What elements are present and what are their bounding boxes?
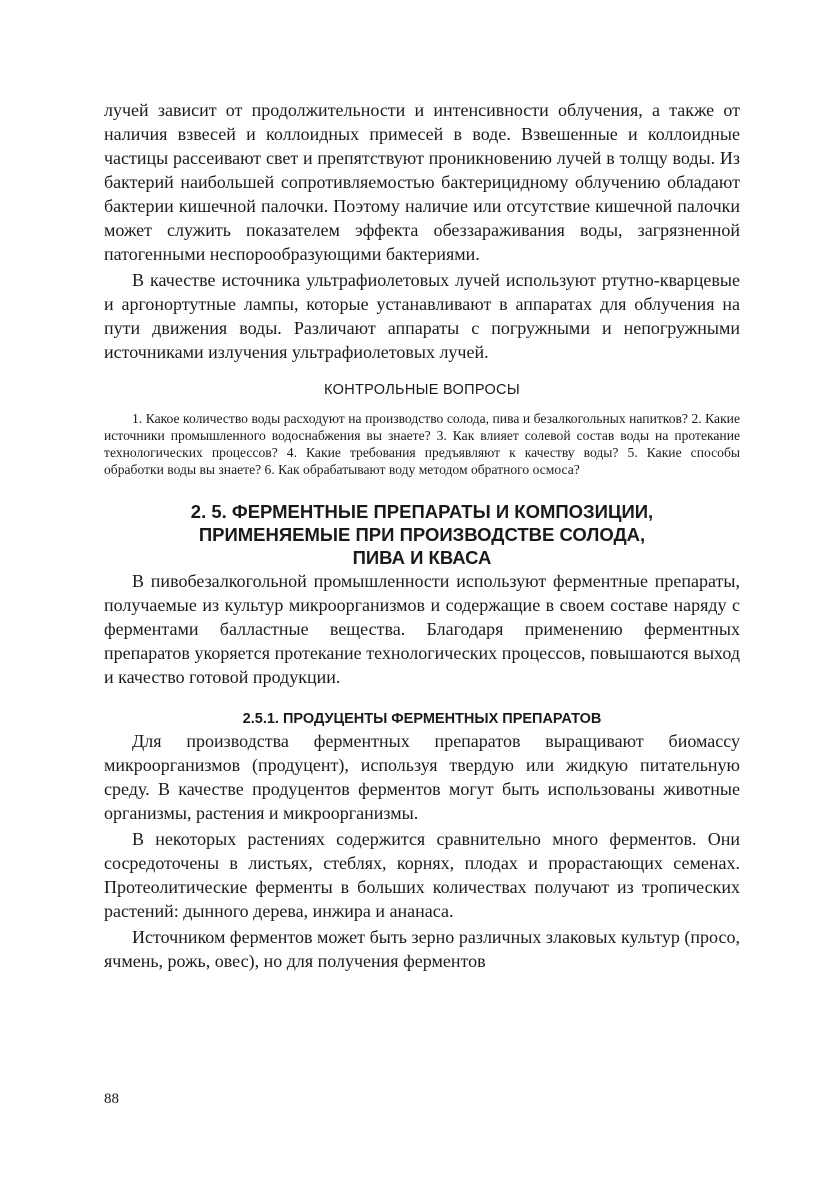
subsection-title: 2.5.1. ПРОДУЦЕНТЫ ФЕРМЕНТНЫХ ПРЕПАРАТОВ xyxy=(242,711,602,727)
paragraph-producers: Для производства ферментных препаратов выращивают биомассу микроорганизмов (продуцент), используя твердую или жидкую питательную среду. В качестве продуцентов ферментов могут быть использованы животные организмы, растения и микроорганизмы. xyxy=(104,731,740,823)
section-title xyxy=(104,500,740,569)
section-title-line-3: ПИВА И КВАСА xyxy=(352,547,492,568)
control-questions-text: 1. Какое количество воды расходуют на производство солода, пива и безалкогольных напитков? 2. Какие источники промышленного водоснабжения вы знаете? 3. Как влияет солевой состав воды на протекание технологических процессов? 4. Какие требования предъявляют к качеству воды? 5. Какие способы обработки воды вы знаете? 6. Как обрабатывают воду методом обратного осмоса? xyxy=(104,411,740,477)
page-number: 88 xyxy=(104,1091,119,1107)
book-page xyxy=(104,98,740,973)
paragraph-grain: Источником ферментов может быть зерно различных злаковых культур (просо, ячмень, рожь, овес), но для получения ферментов xyxy=(104,927,740,971)
paragraph-uv-sources: В качестве источника ультрафиолетовых лучей используют ртутно-кварцевые и аргонортутные лампы, которые устанавливают в аппаратах для облучения на пути движения воды. Различают аппараты с погружными и непогружными источниками излучения ультрафиолетовых лучей. xyxy=(104,270,740,362)
section-title-line-2: ПРИМЕНЯЕМЫЕ ПРИ ПРОИЗВОДСТВЕ СОЛОДА, xyxy=(198,524,646,545)
paragraph-uv-dependence: лучей зависит от продолжительности и интенсивности облучения, а также от наличия взвесей и коллоидных примесей в воде. Взвешенные и коллоидные частицы рассеивают свет и препятствуют проникновению лучей в толщу воды. Из бактерий наибольшей сопротивляемостью бактерицидному облучению обладают бактерии кишечной палочки. Поэтому наличие или отсутствие кишечной палочки может служить показателем эффекта обеззараживания воды, загрязненной патогенными неспорообразующими бактериями. xyxy=(104,100,740,264)
control-questions-heading: КОНТРОЛЬНЫЕ ВОПРОСЫ xyxy=(324,382,520,398)
paragraph-plants: В некоторых растениях содержится сравнительно много ферментов. Они сосредоточены в листьях, стеблях, корнях, плодах и прорастающих семенах. Протеолитические ферменты в больших количествах получают из тропических растений: дынного дерева, инжира и ананаса. xyxy=(104,829,740,921)
section-title-line-1: 2. 5. ФЕРМЕНТНЫЕ ПРЕПАРАТЫ И КОМПОЗИЦИИ, xyxy=(190,501,654,522)
section-intro-paragraph: В пивобезалкогольной промышленности используют ферментные препараты, получаемые из культур микроорганизмов и содержащие в своем составе наряду с ферментами балластные вещества. Благодаря применению ферментных препаратов укоряется протекание технологических процессов, повышаются выход и качество готовой продукции. xyxy=(104,571,740,687)
